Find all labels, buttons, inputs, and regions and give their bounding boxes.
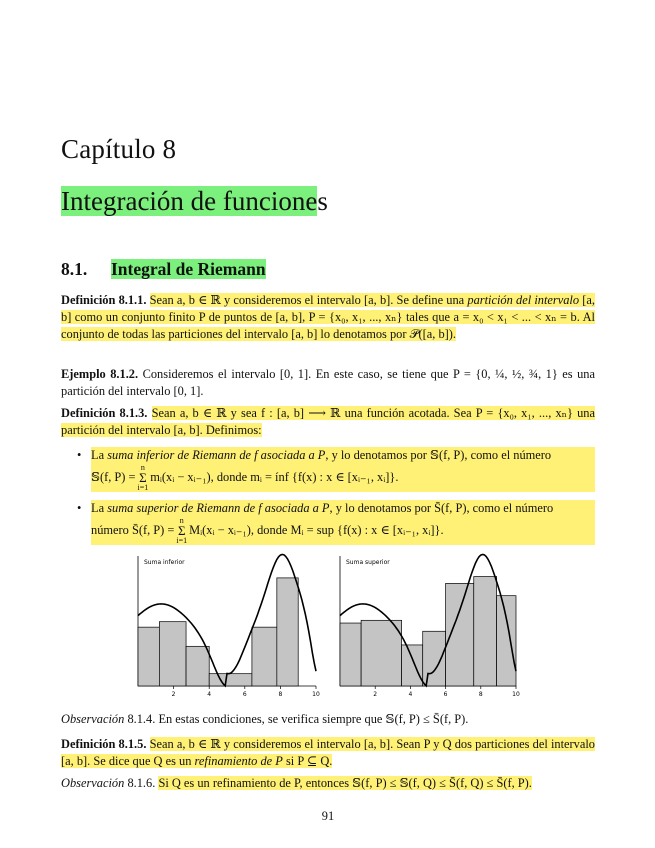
chapter-title-rest: s <box>317 186 328 216</box>
observation-head: Observación <box>61 712 125 726</box>
bar-3 <box>186 646 209 686</box>
bar-7 <box>497 596 516 686</box>
riemann-sums-figure <box>136 552 526 700</box>
observation-number: 8.1.6. <box>127 776 156 790</box>
definition-8-1-1 <box>61 292 595 343</box>
definition-text: Sean a, b ∈ ℝ y consideremos el intervalo [a, b]. Se define una partición del intervalo [a, b] como un conjunto finito P de puntos de [a, b], P = {x₀, x₁, ..., xₙ} tales que a = x₀ < x₁ < ... < xₙ = b. Al conjunto de todas las particiones del intervalo [a, b] lo denotamos por 𝒫([a, b]). <box>61 293 595 341</box>
definition-head: Definición 8.1.5. <box>61 737 147 751</box>
definition-8-1-3 <box>61 405 595 439</box>
bar-4 <box>423 631 446 686</box>
bullet-icon: • <box>77 448 82 462</box>
bar-4 <box>209 674 252 686</box>
bullet-text: La suma superior de Riemann de f asociada a P, y lo denotamos por S̄(f, P), como el número número S̄(f, P) =n Σ i=1Mᵢ(xᵢ − xᵢ₋₁), donde Mᵢ = sup {f(x) : x ∈ [xᵢ₋₁, xᵢ]}. <box>91 500 595 545</box>
chapter-title-highlight: Integración de funcione <box>61 186 318 216</box>
example-head: Ejemplo 8.1.2. <box>61 367 139 381</box>
observation-head: Observación <box>61 776 125 790</box>
bar-1 <box>340 623 361 686</box>
bar-2 <box>361 620 401 686</box>
definition-head: Definición 8.1.3. <box>61 406 148 420</box>
definition-text: Sean a, b ∈ ℝ y sea f : [a, b] ⟶ ℝ una función acotada. Sea P = {x₀, x₁, ..., xₙ} una partición del intervalo [a, b]. Definimos: <box>61 406 596 437</box>
section-title: Integral de Riemann <box>111 259 266 279</box>
observation-text: En estas condiciones, se verifica siempre que 𝕊(f, P) ≤ S̄(f, P). <box>158 712 469 726</box>
definition-head: Definición 8.1.1. <box>61 293 147 307</box>
observation-text: Si Q es un refinamiento de P, entonces 𝕊(f, P) ≤ 𝕊(f, Q) ≤ S̄(f, Q) ≤ S̄(f, P). <box>158 776 532 790</box>
x-tick-label: 2 <box>171 691 176 698</box>
x-tick-label: 4 <box>207 691 212 698</box>
x-tick-label: 8 <box>278 691 283 698</box>
bullet-text: La suma inferior de Riemann de f asociada a P, y lo denotamos por 𝕊(f, P), como el número 𝕊(f, P) =n Σ i=1mᵢ(xᵢ − xᵢ₋₁), donde mᵢ = ínf {f(x) : x ∈ [xᵢ₋₁, xᵢ]}. <box>91 447 595 492</box>
chapter-title <box>61 186 328 217</box>
section-heading <box>61 259 266 280</box>
bullet-upper-sum <box>77 500 595 545</box>
x-tick-label: 8 <box>478 691 483 698</box>
x-tick-label: 6 <box>242 691 247 698</box>
x-tick-label: 4 <box>408 691 413 698</box>
bullet-icon: • <box>77 501 82 515</box>
definition-text: Sean a, b ∈ ℝ y consideremos el intervalo [a, b]. Sean P y Q dos particiones del intervalo [a, b]. Se dice que Q es un refinamiento de P si P ⊆ Q. <box>61 737 595 768</box>
summation-icon: n Σ i=1 <box>176 516 188 545</box>
x-tick-label: 2 <box>373 691 378 698</box>
observation-number: 8.1.4. <box>127 712 156 726</box>
example-8-1-2 <box>61 366 595 400</box>
observation-8-1-6 <box>61 775 595 792</box>
x-tick-label: 10 <box>512 691 520 698</box>
chart-title: Suma inferior <box>144 559 185 566</box>
section-number: 8.1. <box>61 259 88 279</box>
bullet-lower-sum <box>77 447 595 492</box>
bar-5 <box>252 627 277 686</box>
observation-8-1-4 <box>61 711 595 728</box>
example-text: Consideremos el intervalo [0, 1]. En este caso, se tiene que P = {0, ¼, ½, ¾, 1} es una partición del intervalo [0, 1]. <box>61 367 595 398</box>
definition-8-1-5 <box>61 736 595 770</box>
chart-title: Suma superior <box>346 559 390 566</box>
bar-2 <box>159 622 186 686</box>
riemann-sums-chart <box>136 552 526 700</box>
bar-6 <box>474 577 497 686</box>
bar-1 <box>138 627 159 686</box>
chapter-label: Capítulo 8 <box>61 134 177 164</box>
x-tick-label: 6 <box>443 691 448 698</box>
bar-6 <box>277 578 298 686</box>
x-tick-label: 10 <box>312 691 320 698</box>
bar-3 <box>402 645 423 686</box>
summation-icon: n Σ i=1 <box>137 463 149 492</box>
page-number: 91 <box>321 809 335 823</box>
